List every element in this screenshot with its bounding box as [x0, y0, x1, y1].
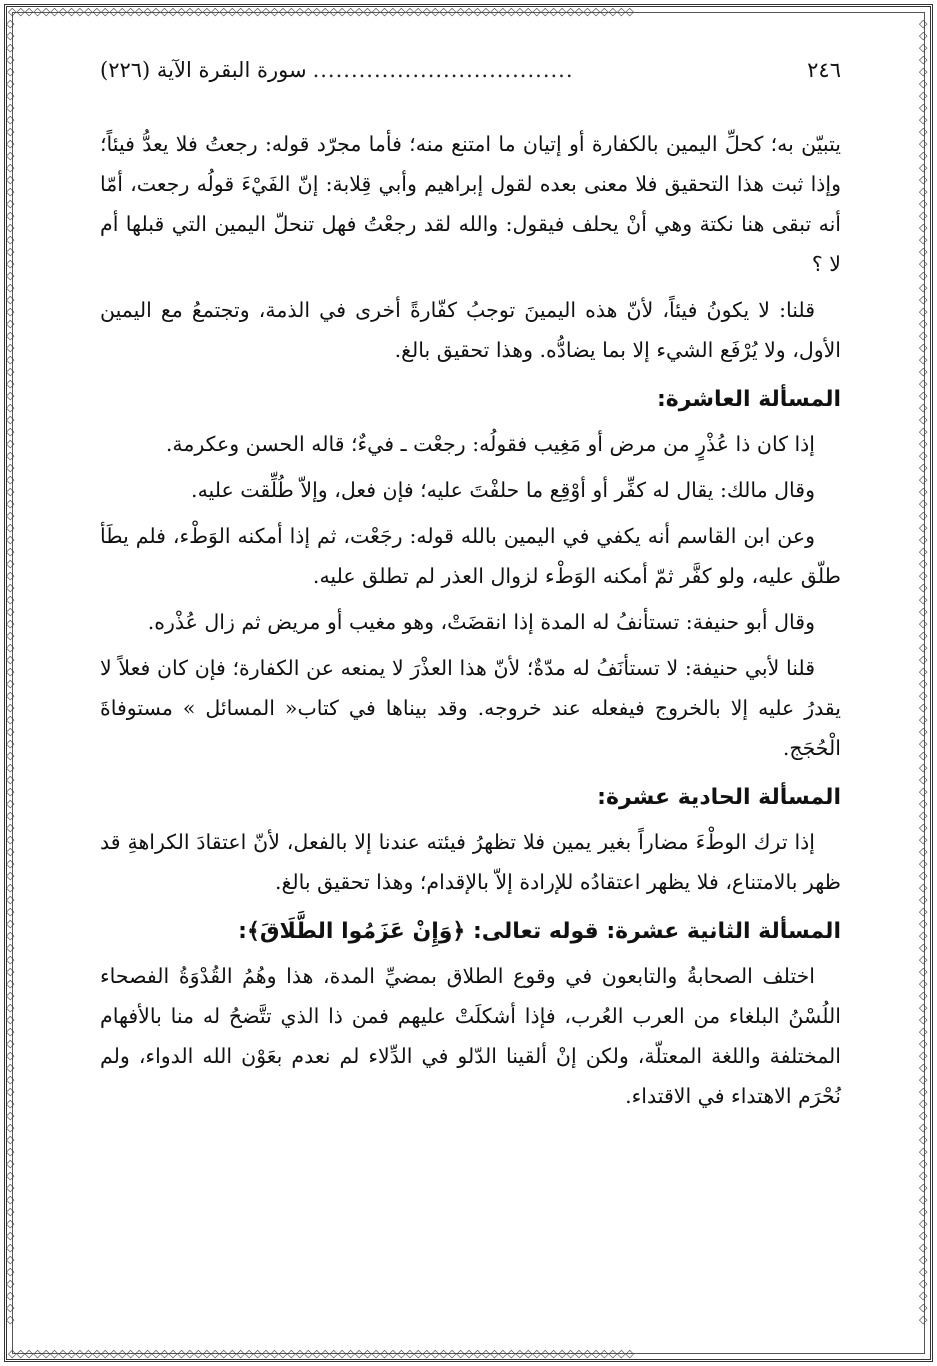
paragraph: قلنا لأبي حنيفة: لا تستأنَفُ له مدّةٌ؛ لأنّ هذا العذْرَ لا يمنعه عن الكفارة؛ فإن كان فعلاً لا يقدرُ عليه إلا بالخروج فيفعله عند خروجه. وقد بيناها في كتاب« المسائل » مستوفاةَ الْحُجَج.: [100, 656, 841, 760]
paragraph: قلنا: لا يكونُ فيئاً، لأنّ هذه اليمينَ توجبُ كفّارةً أخرى في الذمة، وتجتمعُ مع اليمين الأول، ولا يُرْفَع الشيء إلا بما يضادُّه. وهذا تحقيق بالغ.: [100, 298, 841, 362]
running-header: [100, 58, 841, 98]
paragraph: اختلف الصحابةُ والتابعون في وقوع الطلاق بمضيِّ المدة، هذا وهُمُ القُدْوَةُ الفصحاء اللُسْنُ البلغاء من العرب العُرب، فإذا أشكلَتْ عليهم فمن ذا الذي تتَّضحُ له منا بالأفهام المختلفة واللغة المعتلّة، ولكن إنْ ألقينا الدّلو في الدِّلاء لم نعدم بعَوْن الله الدواء، ولم نُحْرَم الاهتداء في الاقتداء.: [100, 964, 841, 1108]
paragraph: وقال أبو حنيفة: تستأنفُ له المدة إذا انقضَتْ، وهو مغيب أو مريض ثم زال عُذْره.: [147, 610, 815, 634]
paragraph: إذا ترك الوطْءَ مضاراً بغير يمين فلا تظهرُ فيئته عندنا إلا بالفعل، لأنّ اعتقادَ الكراهةِ قد ظهر بالامتناع، فلا يظهر اعتقادُه للإرادة إلاّ بالإقدام؛ وهذا تحقيق بالغ.: [100, 830, 841, 894]
section-heading: المسألة الثانية عشرة: قوله تعالى: ﴿وَإِنْ عَزَمُوا الطَّلَاقَ﴾:: [238, 919, 841, 944]
decorative-border-bottom: ◇◇◇◇◇◇◇◇◇◇◇◇◇◇◇◇◇◇◇◇◇◇◇◇◇◇◇◇◇◇◇◇◇◇◇◇◇◇◇◇◇◇◇◇◇◇◇◇◇◇◇◇◇◇◇◇◇◇◇◇◇◇◇◇◇◇◇◇◇◇◇◇◇◇: [8, 1348, 635, 1360]
section-heading: المسألة العاشرة:: [656, 387, 841, 412]
paragraph: وقال مالك: يقال له كفِّر أو أوْقِع ما حلفْتَ عليه؛ فإن فعل، وإلاّ طُلِّقت عليه.: [191, 478, 815, 502]
decorative-border-left: ◇◇◇◇◇◇◇◇◇◇◇◇◇◇◇◇◇◇◇◇◇◇◇◇◇◇◇◇◇◇◇◇◇◇◇◇◇◇◇◇◇◇◇◇◇◇◇◇◇◇◇◇◇◇◇◇◇◇◇◇◇◇◇◇◇◇◇◇◇◇◇◇◇◇◇◇◇◇◇◇◇◇◇◇◇◇◇◇◇◇◇◇◇◇◇◇◇◇◇◇◇◇◇◇◇◇◇◇◇: [6, 18, 15, 1326]
decorative-border-right: ◇◇◇◇◇◇◇◇◇◇◇◇◇◇◇◇◇◇◇◇◇◇◇◇◇◇◇◇◇◇◇◇◇◇◇◇◇◇◇◇◇◇◇◇◇◇◇◇◇◇◇◇◇◇◇◇◇◇◇◇◇◇◇◇◇◇◇◇◇◇◇◇◇◇◇◇◇◇◇◇◇◇◇◇◇◇◇◇◇◇◇◇◇◇◇◇◇◇◇◇◇◇◇◇◇◇◇◇◇: [919, 18, 928, 1326]
header-title-group: [100, 58, 574, 82]
section-heading: المسألة الحادية عشرة:: [597, 785, 841, 810]
paragraph: وعن ابن القاسم أنه يكفي في اليمين بالله قوله: رجَعْت، ثم إذا أمكنه الوَطْء، فلم يطَأ طلّق عليه، ولو كفَّر ثمّ أمكنه الوَطْء لزوال العذر لم تطلق عليه.: [100, 524, 841, 588]
chapter-title: سورة البقرة الآية (٢٢٦): [100, 58, 307, 82]
page-number: ٢٤٦: [807, 58, 841, 82]
page-content: [100, 58, 841, 1306]
paragraph: إذا كان ذا عُذْرٍ من مرض أو مَغِيب فقولُه: رجعْت ـ فيءٌ؛ قاله الحسن وعكرمة.: [165, 432, 815, 456]
decorative-border-top: ◇◇◇◇◇◇◇◇◇◇◇◇◇◇◇◇◇◇◇◇◇◇◇◇◇◇◇◇◇◇◇◇◇◇◇◇◇◇◇◇◇◇◇◇◇◇◇◇◇◇◇◇◇◇◇◇◇◇◇◇◇◇◇◇◇◇◇◇◇◇◇◇◇◇: [8, 6, 635, 18]
paragraph: يتبيّن به؛ كحلِّ اليمين بالكفارة أو إتيان ما امتنع منه؛ فأما مجرّد قوله: رجعتُ فلا يعدُّ فيئاً؛ وإذا ثبت هذا التحقيق فلا معنى بعده لقول إبراهيم وأبي قِلابة: إنّ الفَيْءَ قولُه رجعت، أمّا أنه تبقى هنا نكتة وهي أنْ يحلف فيقول: والله لقد رجعْتُ فهل تنحلّ اليمين التي قبلها أم لا ؟: [100, 132, 841, 276]
leader-dots: ..................................: [312, 58, 574, 82]
